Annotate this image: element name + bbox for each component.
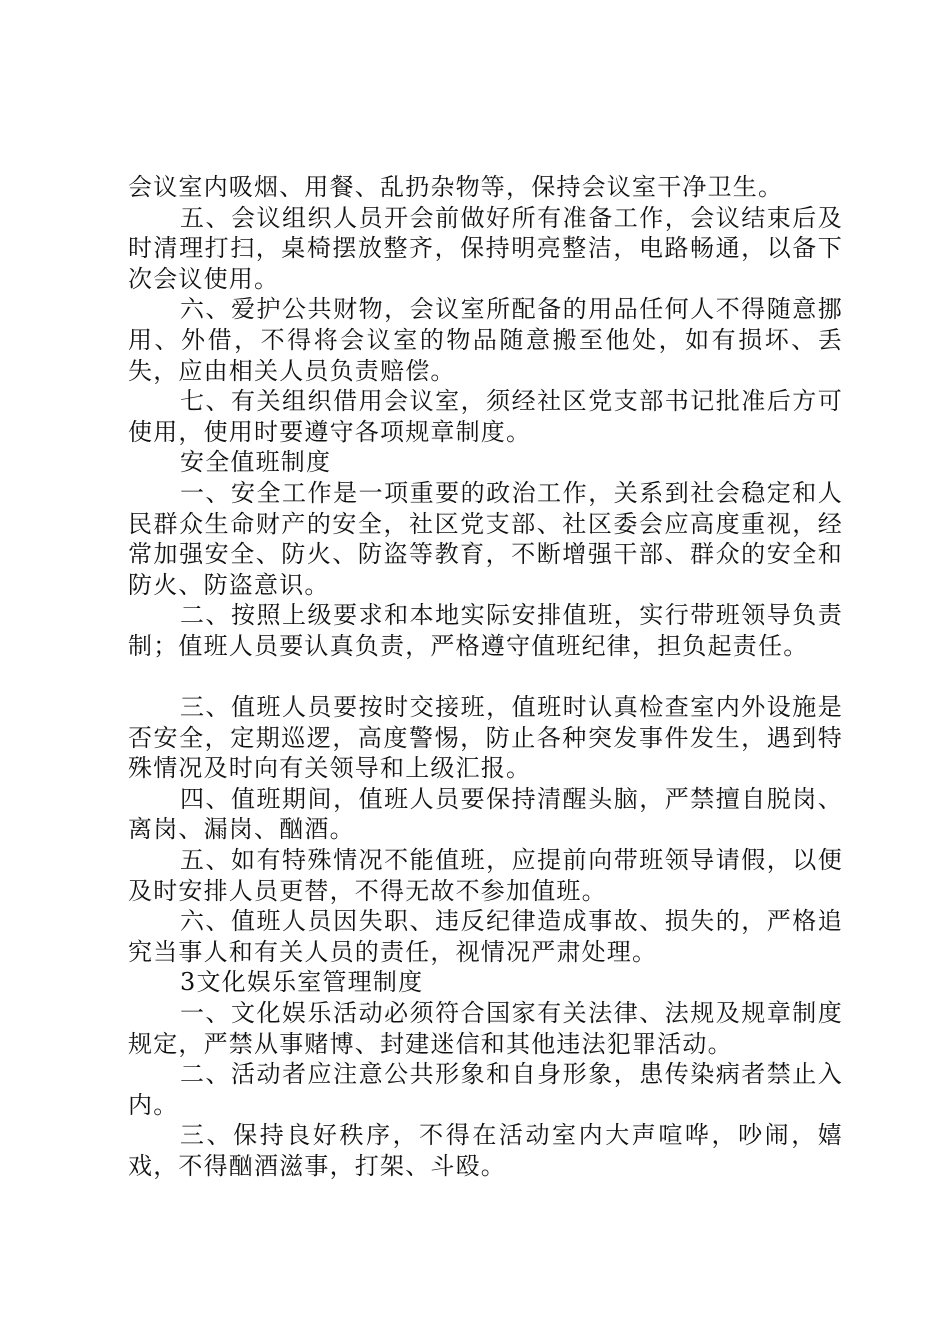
paragraph-continuation: 会议室内吸烟、用餐、乱扔杂物等，保持会议室干净卫生。 [128,173,784,201]
section-heading-safety-duty: 安全值班制度 [180,448,332,477]
paragraph-meeting-rule-5: 五、会议组织人员开会前做好所有准备工作，会议结束后及时清理打扫，桌椅摆放整齐，保持明亮整洁，电路畅通，以备下次会议使用。 [128,203,843,293]
blank-line [128,662,843,693]
paragraph-safety-rule-1: 一、安全工作是一项重要的政治工作，关系到社会稳定和人民群众生命财产的安全，社区党支部、社区委会应高度重视，经常加强安全、防火、防盗等教育，不断增强干部、群众的安全和防火、防盗意识。 [128,478,843,599]
section-heading-recreation-room: 3文化娱乐室管理制度 [180,968,424,997]
paragraph-safety-rule-6: 六、值班人员因失职、违反纪律造成事故、损失的，严格追究当事人和有关人员的责任，视情况严肃处理。 [128,907,843,966]
paragraph-safety-rule-5: 五、如有特殊情况不能值班，应提前向带班领导请假，以便及时安排人员更替，不得无故不参加值班。 [128,846,843,905]
paragraph-recreation-rule-2: 二、活动者应注意公共形象和自身形象，患传染病者禁止入内。 [128,1060,843,1119]
paragraph-recreation-rule-1: 一、文化娱乐活动必须符合国家有关法律、法规及规章制度规定，严禁从事赌博、封建迷信和其他违法犯罪活动。 [128,999,843,1058]
document-body [128,172,843,1182]
paragraph-recreation-rule-3: 三、保持良好秩序，不得在活动室内大声喧哗，吵闹，嬉戏，不得酗酒滋事，打架、斗殴。 [128,1121,843,1180]
paragraph-safety-rule-3: 三、值班人员要按时交接班，值班时认真检查室内外设施是否安全，定期巡逻，高度警惕，防止各种突发事件发生，遇到特殊情况及时向有关领导和上级汇报。 [128,693,843,783]
paragraph-safety-rule-2: 二、按照上级要求和本地实际安排值班，实行带班领导负责制；值班人员要认真负责，严格遵守值班纪律，担负起责任。 [128,601,843,660]
paragraph-meeting-rule-7: 七、有关组织借用会议室，须经社区党支部书记批准后方可使用，使用时要遵守各项规章制度。 [128,387,843,446]
paragraph-safety-rule-4: 四、值班期间，值班人员要保持清醒头脑，严禁擅自脱岗、离岗、漏岗、酗酒。 [128,784,843,844]
paragraph-meeting-rule-6: 六、爱护公共财物，会议室所配备的用品任何人不得随意挪用、外借，不得将会议室的物品随意搬至他处，如有损坏、丢失，应由相关人员负责赔偿。 [128,295,843,385]
